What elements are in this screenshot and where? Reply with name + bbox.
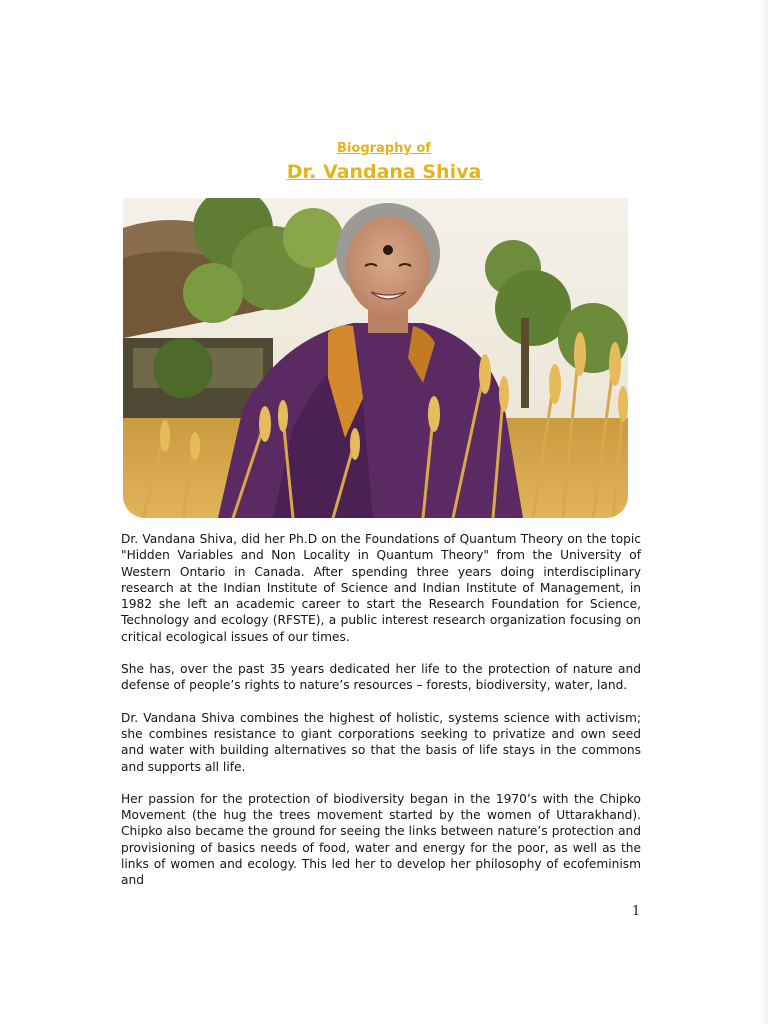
paragraph-chipko: Her passion for the protection of biodiversity began in the 1970’s with the Chipko Movement (the hug the trees movement started by the women of Uttarakhand). Chipko also became the ground for seeing the links between nature’s protection and provisioning of basics needs of food, water and energy for the poor, as well as the links of women and ecology. This led her to develop her philosophy of ecofeminism and: [121, 791, 641, 888]
portrait-photo: [123, 198, 628, 518]
paragraph-activism: Dr. Vandana Shiva combines the highest of holistic, systems science with activism; she combines resistance to giant corporations seeking to privatize and own seed and water with building alternatives so that the basis of life stays in the commons and supports all life.: [121, 710, 641, 774]
paragraph-education: Dr. Vandana Shiva, did her Ph.D on the Foundations of Quantum Theory on the topic "Hidden Variables and Non Locality in Quantum Theory" from the University of Western Ontario in Canada. After spending three years doing interdisciplinary research at the Indian Institute of Science and Indian Institute of Management, in 1982 she left an academic career to start the Research Foundation for Science, Technology and ecology (RFSTE), a public interest research organization focusing on critical ecological issues of our times.: [121, 532, 641, 644]
document-title: Dr. Vandana Shiva: [286, 161, 482, 183]
document-header: [0, 140, 768, 184]
page-number: 1: [632, 904, 641, 919]
biography-subtitle: Biography of: [337, 141, 431, 156]
biography-body: [121, 531, 641, 905]
paragraph-dedication: She has, over the past 35 years dedicated her life to the protection of nature and defense of people’s rights to nature’s resources – forests, biodiversity, water, land.: [121, 662, 641, 693]
